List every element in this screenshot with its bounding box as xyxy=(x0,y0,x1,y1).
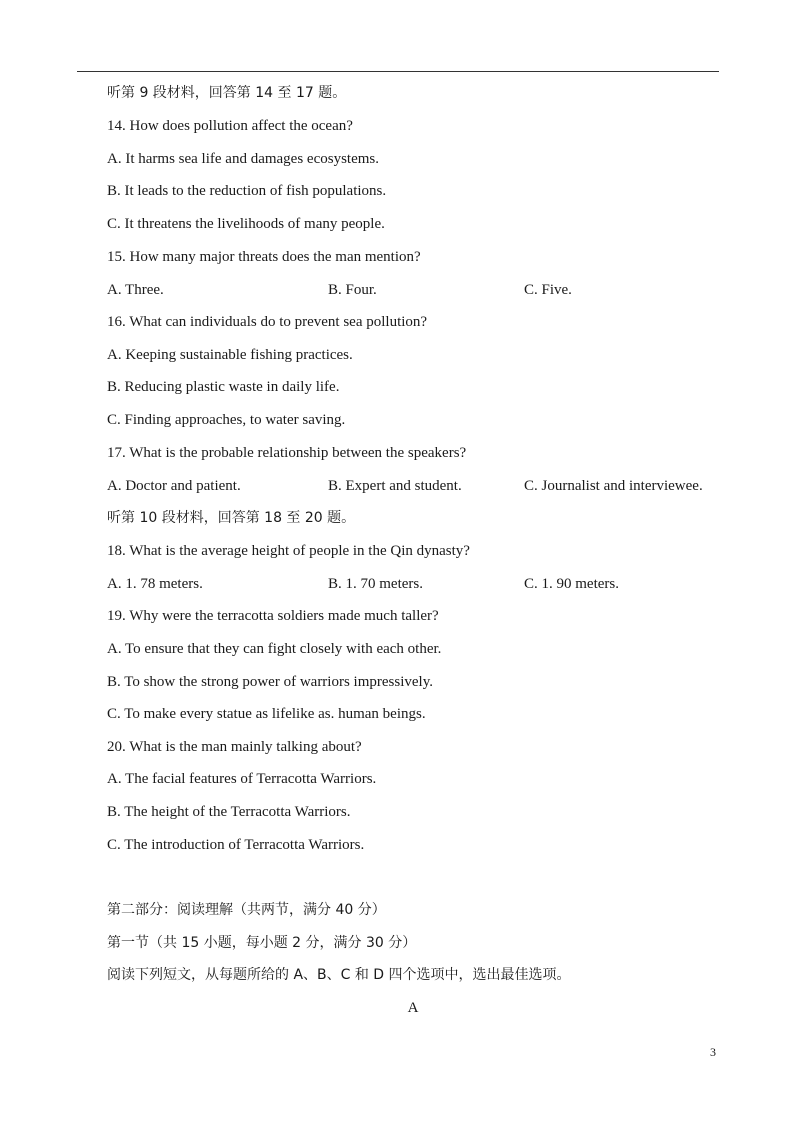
question-16-option-c: C. Finding approaches, to water saving. xyxy=(107,412,346,428)
section9-instructions: 听第 9 段材料，回答第 14 至 17 题。 xyxy=(107,85,347,101)
question-18-option-b: B. 1. 70 meters. xyxy=(328,576,423,592)
question-20-option-a: A. The facial features of Terracotta Warriors. xyxy=(107,771,377,787)
question-18-stem: 18. What is the average height of people in the Qin dynasty? xyxy=(107,543,470,559)
section1-heading: 第一节（共 15 小题，每小题 2 分，满分 30 分） xyxy=(107,935,417,951)
question-16-option-a: A. Keeping sustainable fishing practices. xyxy=(107,347,353,363)
question-17-option-b: B. Expert and student. xyxy=(328,478,462,494)
question-17-option-a: A. Doctor and patient. xyxy=(107,478,241,494)
part2-heading: 第二部分：阅读理解（共两节，满分 40 分） xyxy=(107,902,386,918)
header-rule xyxy=(77,71,719,72)
question-16-option-b: B. Reducing plastic waste in daily life. xyxy=(107,379,340,395)
question-14-stem: 14. How does pollution affect the ocean? xyxy=(107,118,353,134)
question-17-options xyxy=(0,477,794,495)
question-20-option-b: B. The height of the Terracotta Warriors. xyxy=(107,804,351,820)
question-19-stem: 19. Why were the terracotta soldiers made much taller? xyxy=(107,608,439,624)
question-18-option-c: C. 1. 90 meters. xyxy=(524,576,619,592)
question-15-options xyxy=(0,281,794,299)
question-15-stem: 15. How many major threats does the man mention? xyxy=(107,249,421,265)
question-19-option-b: B. To show the strong power of warriors impressively. xyxy=(107,674,433,690)
question-20-stem: 20. What is the man mainly talking about? xyxy=(107,739,362,755)
question-14-option-a: A. It harms sea life and damages ecosystems. xyxy=(107,151,379,167)
question-18-option-a: A. 1. 78 meters. xyxy=(107,576,203,592)
question-20-option-c: C. The introduction of Terracotta Warriors. xyxy=(107,837,365,853)
question-15-option-a: A. Three. xyxy=(107,282,164,298)
section10-instructions: 听第 10 段材料，回答第 18 至 20 题。 xyxy=(107,510,356,526)
question-19-option-c: C. To make every statue as lifelike as. human beings. xyxy=(107,706,426,722)
question-18-options xyxy=(0,575,794,593)
question-14-option-c: C. It threatens the livelihoods of many people. xyxy=(107,216,385,232)
reading-instructions: 阅读下列短文，从每题所给的 A、B、C 和 D 四个选项中，选出最佳选项。 xyxy=(107,967,571,983)
question-17-option-c: C. Journalist and interviewee. xyxy=(524,478,703,494)
question-19-option-a: A. To ensure that they can fight closely with each other. xyxy=(107,641,442,657)
passage-label: A xyxy=(407,1000,419,1016)
page-number: 3 xyxy=(710,1045,716,1059)
question-17-stem: 17. What is the probable relationship between the speakers? xyxy=(107,445,467,461)
question-16-stem: 16. What can individuals do to prevent sea pollution? xyxy=(107,314,428,330)
question-15-option-c: C. Five. xyxy=(524,282,572,298)
question-15-option-b: B. Four. xyxy=(328,282,377,298)
question-14-option-b: B. It leads to the reduction of fish populations. xyxy=(107,183,387,199)
